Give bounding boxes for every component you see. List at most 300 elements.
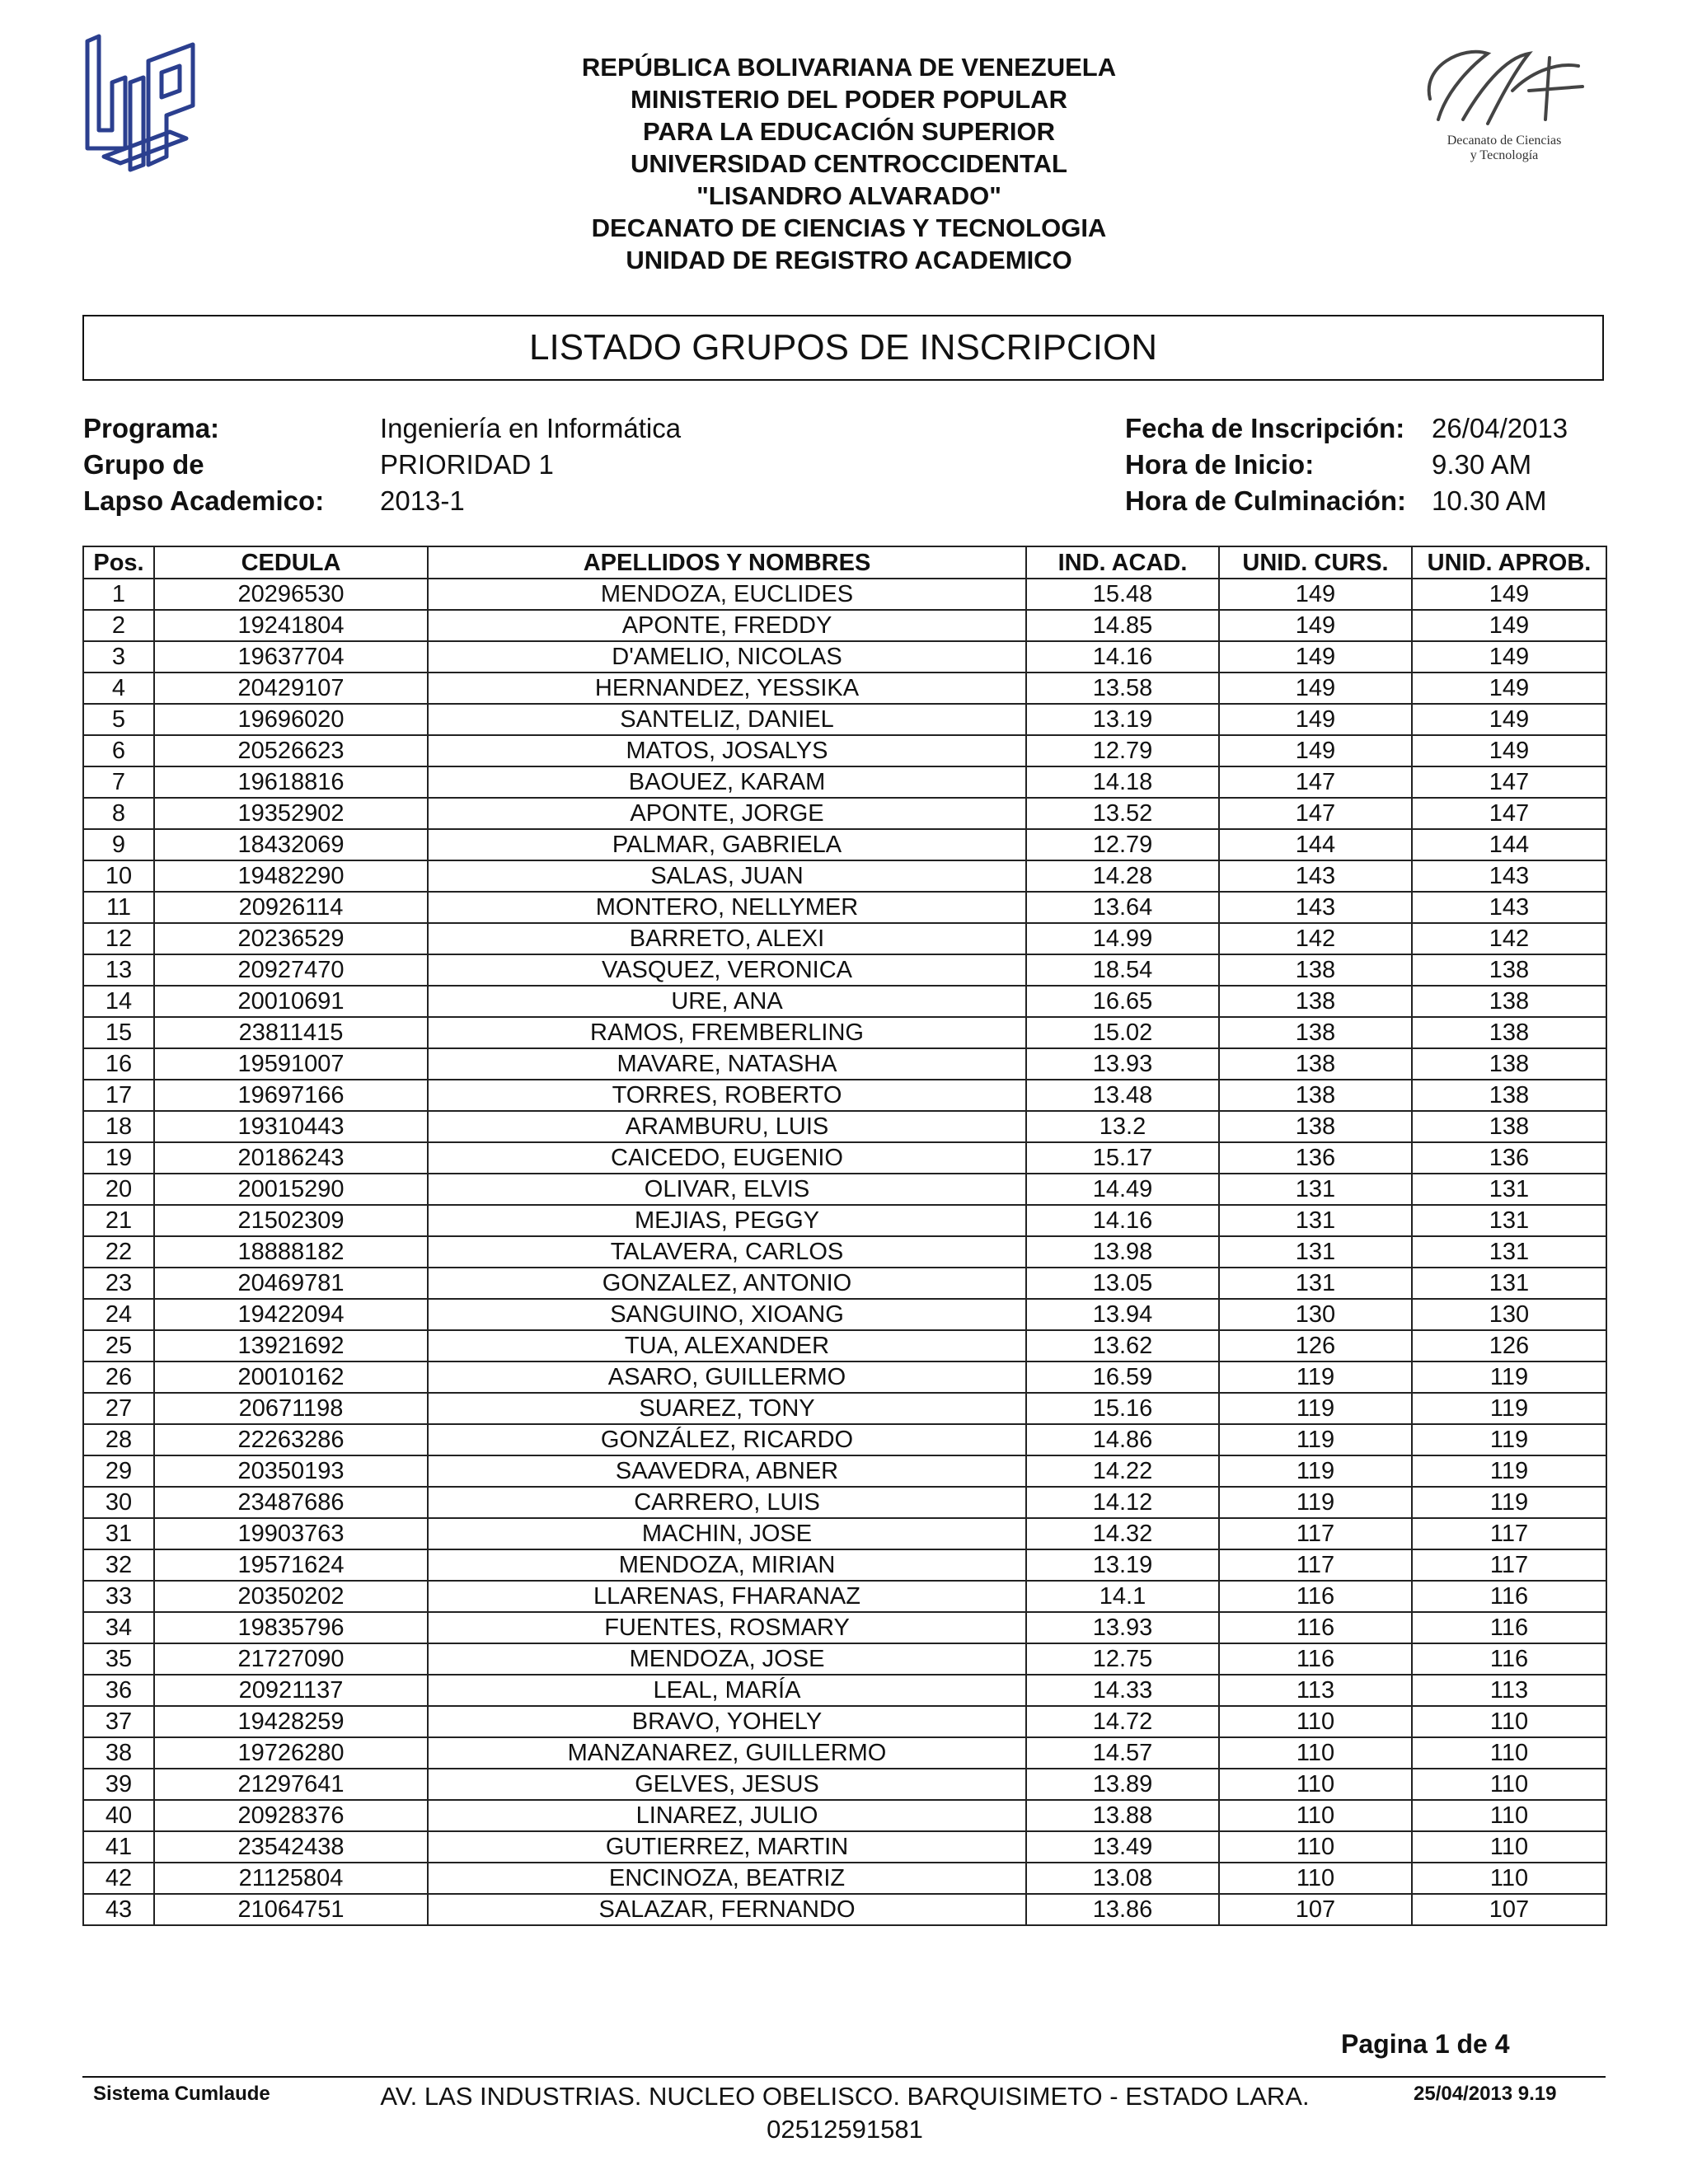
cell-cedula: 19637704 — [154, 641, 428, 673]
cell-pos: 14 — [83, 986, 154, 1017]
table-row — [83, 1111, 1606, 1142]
cell-cedula: 18888182 — [154, 1236, 428, 1268]
cell-nombres: LEAL, MARÍA — [428, 1675, 1026, 1706]
cell-pos: 11 — [83, 892, 154, 923]
cell-nombres: MACHIN, JOSE — [428, 1518, 1026, 1549]
grupo-label: Grupo de — [83, 449, 204, 480]
cell-pos: 32 — [83, 1549, 154, 1581]
cell-unid-aprob: 138 — [1412, 1048, 1606, 1080]
footer-address-block — [379, 2080, 1311, 2146]
header-line: REPÚBLICA BOLIVARIANA DE VENEZUELA — [581, 53, 1117, 82]
cell-unid-curs: 149 — [1219, 641, 1412, 673]
cell-pos: 38 — [83, 1737, 154, 1769]
cell-nombres: MANZANAREZ, GUILLERMO — [428, 1737, 1026, 1769]
cell-unid-curs: 136 — [1219, 1142, 1412, 1174]
fecha-value: 26/04/2013 — [1432, 413, 1568, 443]
cell-pos: 33 — [83, 1581, 154, 1612]
cell-cedula: 23487686 — [154, 1487, 428, 1518]
cell-pos: 1 — [83, 579, 154, 610]
table-header-row — [83, 546, 1606, 579]
cell-pos: 9 — [83, 829, 154, 860]
cell-unid-curs: 149 — [1219, 579, 1412, 610]
footer-address: AV. LAS INDUSTRIAS. NUCLEO OBELISCO. BARQUISIMETO - ESTADO LARA. — [380, 2082, 1310, 2111]
cell-cedula: 21727090 — [154, 1643, 428, 1675]
cell-nombres: SANGUINO, XIOANG — [428, 1299, 1026, 1330]
cell-cedula: 22263286 — [154, 1424, 428, 1455]
cell-nombres: LLARENAS, FHARANAZ — [428, 1581, 1026, 1612]
cell-unid-aprob: 110 — [1412, 1863, 1606, 1894]
cell-nombres: TALAVERA, CARLOS — [428, 1236, 1026, 1268]
cell-ind-acad: 13.05 — [1026, 1268, 1219, 1299]
culminacion-value: 10.30 AM — [1432, 485, 1547, 516]
cell-nombres: PALMAR, GABRIELA — [428, 829, 1026, 860]
cell-ind-acad: 16.65 — [1026, 986, 1219, 1017]
system-name: Sistema Cumlaude — [93, 2083, 270, 2105]
cell-ind-acad: 15.17 — [1026, 1142, 1219, 1174]
cell-pos: 8 — [83, 798, 154, 829]
cell-pos: 25 — [83, 1330, 154, 1361]
cell-unid-curs: 110 — [1219, 1769, 1412, 1800]
cell-unid-curs: 144 — [1219, 829, 1412, 860]
cell-pos: 41 — [83, 1831, 154, 1863]
cell-cedula: 19835796 — [154, 1612, 428, 1643]
cell-unid-aprob: 149 — [1412, 704, 1606, 735]
cell-unid-aprob: 143 — [1412, 892, 1606, 923]
cell-nombres: MENDOZA, JOSE — [428, 1643, 1026, 1675]
cell-unid-aprob: 138 — [1412, 1017, 1606, 1048]
cell-pos: 22 — [83, 1236, 154, 1268]
cell-unid-curs: 113 — [1219, 1675, 1412, 1706]
ucla-logo — [79, 33, 203, 181]
table-row — [83, 766, 1606, 798]
cell-ind-acad: 13.64 — [1026, 892, 1219, 923]
cell-ind-acad: 14.16 — [1026, 1205, 1219, 1236]
cell-pos: 34 — [83, 1612, 154, 1643]
table-row — [83, 735, 1606, 766]
cell-cedula: 19618816 — [154, 766, 428, 798]
column-header-pos: Pos. — [83, 546, 154, 579]
cell-nombres: BRAVO, YOHELY — [428, 1706, 1026, 1737]
cell-cedula: 20928376 — [154, 1800, 428, 1831]
cell-nombres: URE, ANA — [428, 986, 1026, 1017]
header-line: DECANATO DE CIENCIAS Y TECNOLOGIA — [591, 213, 1107, 242]
cell-unid-curs: 116 — [1219, 1581, 1412, 1612]
cell-ind-acad: 14.1 — [1026, 1581, 1219, 1612]
cell-ind-acad: 14.12 — [1026, 1487, 1219, 1518]
cell-unid-curs: 138 — [1219, 1017, 1412, 1048]
logo-caption-line2: y Tecnología — [1470, 148, 1539, 162]
cell-nombres: SALAZAR, FERNANDO — [428, 1894, 1026, 1925]
cell-unid-curs: 119 — [1219, 1424, 1412, 1455]
cell-cedula: 21064751 — [154, 1894, 428, 1925]
table-row — [83, 1737, 1606, 1769]
table-row — [83, 1706, 1606, 1737]
cell-pos: 20 — [83, 1174, 154, 1205]
column-header-nombres: APELLIDOS Y NOMBRES — [428, 546, 1026, 579]
cell-nombres: GELVES, JESUS — [428, 1769, 1026, 1800]
cell-nombres: ENCINOZA, BEATRIZ — [428, 1863, 1026, 1894]
cell-ind-acad: 13.2 — [1026, 1111, 1219, 1142]
table-row — [83, 1268, 1606, 1299]
table-row — [83, 1142, 1606, 1174]
cell-unid-curs: 138 — [1219, 1111, 1412, 1142]
cell-unid-aprob: 131 — [1412, 1236, 1606, 1268]
cell-unid-curs: 116 — [1219, 1643, 1412, 1675]
cell-unid-aprob: 142 — [1412, 923, 1606, 954]
table-row — [83, 1894, 1606, 1925]
cell-ind-acad: 16.59 — [1026, 1361, 1219, 1393]
cell-unid-aprob: 131 — [1412, 1268, 1606, 1299]
cell-pos: 16 — [83, 1048, 154, 1080]
cell-nombres: LINAREZ, JULIO — [428, 1800, 1026, 1831]
cell-pos: 21 — [83, 1205, 154, 1236]
cell-nombres: ASARO, GUILLERMO — [428, 1361, 1026, 1393]
cell-unid-curs: 126 — [1219, 1330, 1412, 1361]
cell-pos: 31 — [83, 1518, 154, 1549]
cell-unid-curs: 107 — [1219, 1894, 1412, 1925]
cell-unid-curs: 110 — [1219, 1831, 1412, 1863]
cell-cedula: 19903763 — [154, 1518, 428, 1549]
cell-cedula: 19571624 — [154, 1549, 428, 1581]
cell-unid-aprob: 138 — [1412, 1111, 1606, 1142]
cell-ind-acad: 14.33 — [1026, 1675, 1219, 1706]
culminacion-label: Hora de Culminación: — [1125, 485, 1407, 516]
cell-cedula: 19422094 — [154, 1299, 428, 1330]
cell-pos: 30 — [83, 1487, 154, 1518]
cell-nombres: GONZÁLEZ, RICARDO — [428, 1424, 1026, 1455]
cell-nombres: CAICEDO, EUGENIO — [428, 1142, 1026, 1174]
cell-ind-acad: 13.86 — [1026, 1894, 1219, 1925]
column-header-cedula: CEDULA — [154, 546, 428, 579]
cell-ind-acad: 14.49 — [1026, 1174, 1219, 1205]
cell-cedula: 19591007 — [154, 1048, 428, 1080]
table-row — [83, 1487, 1606, 1518]
table-row — [83, 954, 1606, 986]
cell-nombres: SANTELIZ, DANIEL — [428, 704, 1026, 735]
cell-cedula: 20350202 — [154, 1581, 428, 1612]
cell-ind-acad: 14.99 — [1026, 923, 1219, 954]
cell-unid-curs: 110 — [1219, 1737, 1412, 1769]
cell-nombres: MAVARE, NATASHA — [428, 1048, 1026, 1080]
cell-ind-acad: 14.16 — [1026, 641, 1219, 673]
cell-pos: 24 — [83, 1299, 154, 1330]
cell-unid-aprob: 147 — [1412, 766, 1606, 798]
table-row — [83, 1424, 1606, 1455]
column-header-unid-aprob: UNID. APROB. — [1412, 546, 1606, 579]
table-row — [83, 1769, 1606, 1800]
cell-unid-curs: 143 — [1219, 892, 1412, 923]
cell-ind-acad: 18.54 — [1026, 954, 1219, 986]
cell-cedula: 13921692 — [154, 1330, 428, 1361]
table-row — [83, 1863, 1606, 1894]
cell-cedula: 20010162 — [154, 1361, 428, 1393]
cell-nombres: MENDOZA, MIRIAN — [428, 1549, 1026, 1581]
cell-unid-aprob: 110 — [1412, 1800, 1606, 1831]
cell-ind-acad: 13.58 — [1026, 673, 1219, 704]
inicio-label: Hora de Inicio: — [1125, 449, 1315, 480]
cell-unid-curs: 149 — [1219, 610, 1412, 641]
cell-pos: 5 — [83, 704, 154, 735]
programa-label: Programa: — [83, 413, 220, 443]
cell-pos: 4 — [83, 673, 154, 704]
header-line: UNIVERSIDAD CENTROCCIDENTAL — [631, 149, 1067, 178]
cell-pos: 15 — [83, 1017, 154, 1048]
column-header-unid-curs: UNID. CURS. — [1219, 546, 1412, 579]
table-row — [83, 1299, 1606, 1330]
info-labels-right — [1125, 410, 1406, 519]
programa-value: Ingeniería en Informática — [380, 413, 682, 443]
cell-unid-curs: 119 — [1219, 1487, 1412, 1518]
cell-ind-acad: 13.89 — [1026, 1769, 1219, 1800]
table-row — [83, 986, 1606, 1017]
cell-unid-curs: 138 — [1219, 986, 1412, 1017]
cell-cedula: 20350193 — [154, 1455, 428, 1487]
cell-nombres: HERNANDEZ, YESSIKA — [428, 673, 1026, 704]
cell-cedula: 20429107 — [154, 673, 428, 704]
cell-unid-curs: 147 — [1219, 766, 1412, 798]
cell-unid-aprob: 110 — [1412, 1706, 1606, 1737]
cell-pos: 17 — [83, 1080, 154, 1111]
cell-pos: 26 — [83, 1361, 154, 1393]
cell-nombres: D'AMELIO, NICOLAS — [428, 641, 1026, 673]
cell-unid-aprob: 113 — [1412, 1675, 1606, 1706]
fecha-label: Fecha de Inscripción: — [1125, 413, 1405, 443]
cell-pos: 23 — [83, 1268, 154, 1299]
header-line: "LISANDRO ALVARADO" — [696, 181, 1001, 210]
cell-unid-curs: 138 — [1219, 954, 1412, 986]
cell-cedula: 19726280 — [154, 1737, 428, 1769]
print-timestamp: 25/04/2013 9.19 — [1414, 2083, 1557, 2105]
cell-pos: 3 — [83, 641, 154, 673]
cell-unid-curs: 149 — [1219, 673, 1412, 704]
cell-unid-curs: 149 — [1219, 704, 1412, 735]
cell-unid-curs: 138 — [1219, 1048, 1412, 1080]
cell-unid-curs: 149 — [1219, 735, 1412, 766]
table-row — [83, 1612, 1606, 1643]
cell-unid-curs: 119 — [1219, 1455, 1412, 1487]
cell-ind-acad: 13.48 — [1026, 1080, 1219, 1111]
cell-nombres: BARRETO, ALEXI — [428, 923, 1026, 954]
cell-ind-acad: 12.79 — [1026, 735, 1219, 766]
table-row — [83, 1174, 1606, 1205]
cell-cedula: 20469781 — [154, 1268, 428, 1299]
table-row — [83, 1675, 1606, 1706]
cell-unid-curs: 131 — [1219, 1205, 1412, 1236]
cell-cedula: 21297641 — [154, 1769, 428, 1800]
cell-ind-acad: 13.19 — [1026, 704, 1219, 735]
cell-unid-curs: 119 — [1219, 1361, 1412, 1393]
cell-pos: 27 — [83, 1393, 154, 1424]
cell-unid-aprob: 119 — [1412, 1393, 1606, 1424]
cell-nombres: APONTE, FREDDY — [428, 610, 1026, 641]
cell-unid-curs: 143 — [1219, 860, 1412, 892]
table-row — [83, 673, 1606, 704]
info-labels-left — [83, 410, 324, 519]
cell-unid-aprob: 136 — [1412, 1142, 1606, 1174]
cell-cedula: 20296530 — [154, 579, 428, 610]
cell-nombres: FUENTES, ROSMARY — [428, 1612, 1026, 1643]
cell-unid-aprob: 110 — [1412, 1737, 1606, 1769]
cell-pos: 43 — [83, 1894, 154, 1925]
table-row — [83, 860, 1606, 892]
cell-ind-acad: 14.86 — [1026, 1424, 1219, 1455]
cell-pos: 40 — [83, 1800, 154, 1831]
cell-unid-curs: 131 — [1219, 1174, 1412, 1205]
cell-nombres: TORRES, ROBERTO — [428, 1080, 1026, 1111]
cell-nombres: SAAVEDRA, ABNER — [428, 1455, 1026, 1487]
cell-unid-curs: 131 — [1219, 1236, 1412, 1268]
footer-divider — [82, 2076, 1606, 2078]
inicio-value: 9.30 AM — [1432, 449, 1532, 480]
footer-phone: 02512591581 — [767, 2115, 923, 2144]
table-row — [83, 610, 1606, 641]
cell-cedula: 20186243 — [154, 1142, 428, 1174]
cell-ind-acad: 15.48 — [1026, 579, 1219, 610]
table-row — [83, 1831, 1606, 1863]
cell-nombres: SALAS, JUAN — [428, 860, 1026, 892]
cell-ind-acad: 12.75 — [1026, 1643, 1219, 1675]
info-values-right — [1432, 410, 1568, 519]
cell-pos: 37 — [83, 1706, 154, 1737]
cell-nombres: ARAMBURU, LUIS — [428, 1111, 1026, 1142]
cell-unid-aprob: 149 — [1412, 579, 1606, 610]
cell-ind-acad: 13.93 — [1026, 1612, 1219, 1643]
cell-pos: 19 — [83, 1142, 154, 1174]
cell-cedula: 20927470 — [154, 954, 428, 986]
header-line: PARA LA EDUCACIÓN SUPERIOR — [642, 117, 1056, 146]
table-row — [83, 1800, 1606, 1831]
cell-unid-curs: 147 — [1219, 798, 1412, 829]
cell-nombres: GONZALEZ, ANTONIO — [428, 1268, 1026, 1299]
table-row — [83, 1205, 1606, 1236]
cell-unid-aprob: 138 — [1412, 986, 1606, 1017]
cell-unid-aprob: 149 — [1412, 610, 1606, 641]
lapso-value: 2013-1 — [380, 485, 465, 516]
cell-ind-acad: 13.08 — [1026, 1863, 1219, 1894]
cell-ind-acad: 12.79 — [1026, 829, 1219, 860]
cell-ind-acad: 15.02 — [1026, 1017, 1219, 1048]
cell-ind-acad: 13.52 — [1026, 798, 1219, 829]
cell-pos: 12 — [83, 923, 154, 954]
table-row — [83, 1236, 1606, 1268]
cell-cedula: 19482290 — [154, 860, 428, 892]
cell-pos: 6 — [83, 735, 154, 766]
cell-ind-acad: 14.57 — [1026, 1737, 1219, 1769]
cell-unid-aprob: 119 — [1412, 1455, 1606, 1487]
cell-cedula: 20015290 — [154, 1174, 428, 1205]
cell-nombres: BAOUEZ, KARAM — [428, 766, 1026, 798]
cell-unid-aprob: 119 — [1412, 1361, 1606, 1393]
cell-ind-acad: 13.88 — [1026, 1800, 1219, 1831]
document-title: LISTADO GRUPOS DE INSCRIPCION — [82, 315, 1604, 381]
table-row — [83, 641, 1606, 673]
cell-cedula: 19428259 — [154, 1706, 428, 1737]
cell-unid-aprob: 116 — [1412, 1581, 1606, 1612]
table-row — [83, 1643, 1606, 1675]
decanato-logo — [1414, 41, 1595, 173]
table-row — [83, 1581, 1606, 1612]
cell-cedula: 19697166 — [154, 1080, 428, 1111]
cell-unid-aprob: 107 — [1412, 1894, 1606, 1925]
header-line: UNIDAD DE REGISTRO ACADEMICO — [626, 246, 1072, 274]
cell-pos: 7 — [83, 766, 154, 798]
cell-nombres: APONTE, JORGE — [428, 798, 1026, 829]
table-row — [83, 892, 1606, 923]
cell-unid-aprob: 116 — [1412, 1612, 1606, 1643]
cell-cedula: 20926114 — [154, 892, 428, 923]
cell-pos: 39 — [83, 1769, 154, 1800]
cell-unid-curs: 119 — [1219, 1393, 1412, 1424]
cell-ind-acad: 14.22 — [1026, 1455, 1219, 1487]
header-line: MINISTERIO DEL PODER POPULAR — [631, 85, 1067, 114]
cell-cedula: 19696020 — [154, 704, 428, 735]
lapso-label: Lapso Academico: — [83, 485, 325, 516]
info-values-left — [380, 410, 681, 519]
table-row — [83, 798, 1606, 829]
table-row — [83, 1455, 1606, 1487]
page-indicator: Pagina 1 de 4 — [1341, 2029, 1510, 2059]
cell-pos: 28 — [83, 1424, 154, 1455]
cell-cedula: 19352902 — [154, 798, 428, 829]
cell-unid-aprob: 138 — [1412, 954, 1606, 986]
cell-nombres: MENDOZA, EUCLIDES — [428, 579, 1026, 610]
cell-unid-aprob: 149 — [1412, 641, 1606, 673]
cell-pos: 35 — [83, 1643, 154, 1675]
institution-header — [478, 51, 1220, 276]
enrollment-table — [82, 546, 1607, 1926]
cell-ind-acad: 13.49 — [1026, 1831, 1219, 1863]
table-row — [83, 923, 1606, 954]
cell-unid-aprob: 117 — [1412, 1518, 1606, 1549]
cell-pos: 2 — [83, 610, 154, 641]
cell-pos: 13 — [83, 954, 154, 986]
cell-ind-acad: 13.94 — [1026, 1299, 1219, 1330]
cell-ind-acad: 13.93 — [1026, 1048, 1219, 1080]
cell-pos: 10 — [83, 860, 154, 892]
cell-cedula: 20236529 — [154, 923, 428, 954]
table-row — [83, 1393, 1606, 1424]
cell-unid-aprob: 110 — [1412, 1831, 1606, 1863]
cell-unid-curs: 130 — [1219, 1299, 1412, 1330]
cell-nombres: OLIVAR, ELVIS — [428, 1174, 1026, 1205]
cell-unid-aprob: 119 — [1412, 1487, 1606, 1518]
cell-ind-acad: 13.98 — [1026, 1236, 1219, 1268]
cell-cedula: 20010691 — [154, 986, 428, 1017]
cell-unid-curs: 116 — [1219, 1612, 1412, 1643]
cell-cedula: 19310443 — [154, 1111, 428, 1142]
cell-unid-aprob: 119 — [1412, 1424, 1606, 1455]
cell-unid-curs: 110 — [1219, 1863, 1412, 1894]
cell-pos: 42 — [83, 1863, 154, 1894]
cell-unid-aprob: 149 — [1412, 735, 1606, 766]
table-row — [83, 704, 1606, 735]
cell-nombres: MONTERO, NELLYMER — [428, 892, 1026, 923]
table-row — [83, 579, 1606, 610]
cell-unid-curs: 142 — [1219, 923, 1412, 954]
cell-unid-curs: 110 — [1219, 1800, 1412, 1831]
cell-unid-aprob: 138 — [1412, 1080, 1606, 1111]
cell-unid-aprob: 130 — [1412, 1299, 1606, 1330]
cell-unid-aprob: 126 — [1412, 1330, 1606, 1361]
cell-unid-aprob: 116 — [1412, 1643, 1606, 1675]
table-row — [83, 1518, 1606, 1549]
cell-unid-aprob: 144 — [1412, 829, 1606, 860]
cell-unid-aprob: 117 — [1412, 1549, 1606, 1581]
cell-nombres: MEJIAS, PEGGY — [428, 1205, 1026, 1236]
cell-nombres: MATOS, JOSALYS — [428, 735, 1026, 766]
table-body — [83, 579, 1606, 1925]
cell-cedula: 20921137 — [154, 1675, 428, 1706]
